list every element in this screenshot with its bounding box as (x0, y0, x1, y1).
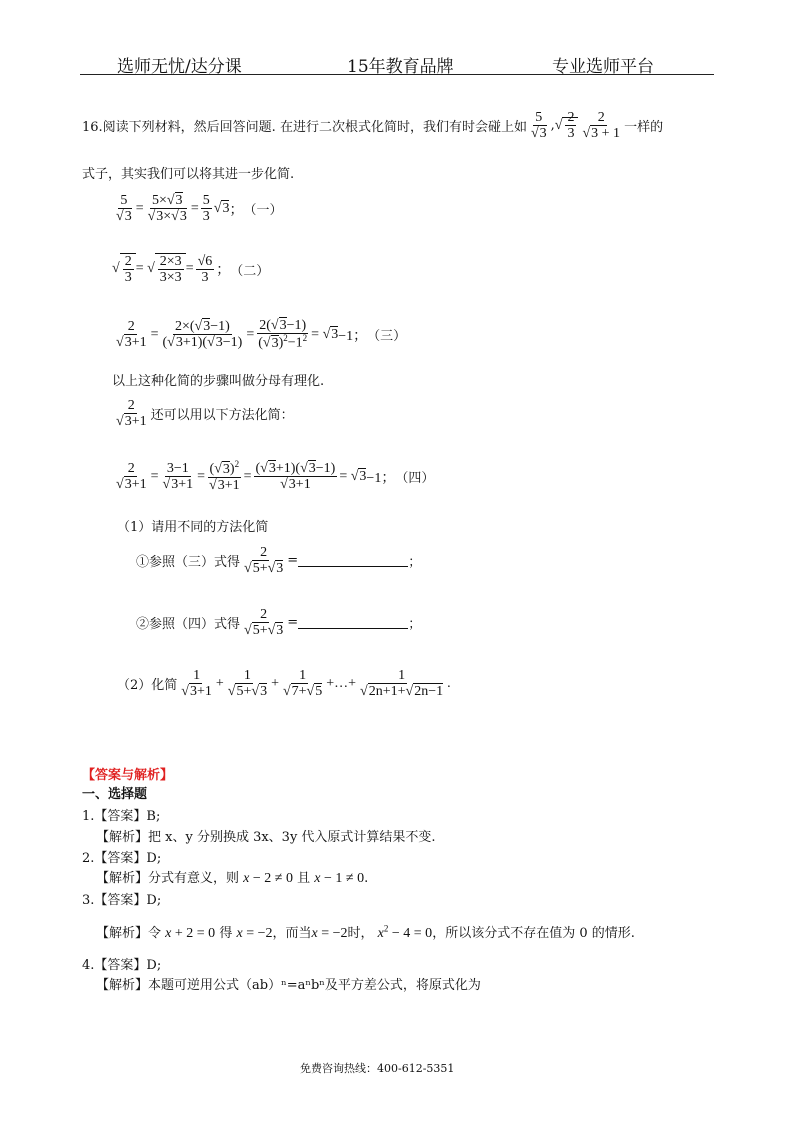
alt-method-line: $\frac{2}{√3+1}$ 还可以用以下方法化简： (116, 398, 294, 430)
header-slogan: 15年教育品牌 (347, 57, 454, 77)
question-one-part-b: ②参照（四）式得 $\frac{2}{√5+√3}$ = ； (136, 607, 422, 639)
answers-section-title: 一、选择题 (82, 787, 148, 802)
q1b-text: ②参照（四）式得 (136, 617, 241, 633)
answer-1-explanation: 【解析】把 x、y 分别换成 3x、3y 代入原式计算结果不变. (96, 830, 436, 845)
intro-formula-1: $\frac{5}{√3}$ (530, 110, 547, 142)
intro-formula-3: $\frac{2}{√3 + 1}$ (582, 110, 621, 142)
header-platform: 专业选师平台 (552, 57, 654, 77)
answer-blank-a[interactable] (298, 554, 408, 567)
question-one: （1）请用不同的方法化简 (117, 520, 269, 535)
intro-text-end: 一样的 (624, 120, 664, 136)
a3-exp-a: 【解析】令 (96, 926, 162, 941)
a3-exp-d: 时， (347, 926, 374, 941)
step-three-equation: $\frac{2}{√3+1}$ = $\frac{2\times(√3-1)}{(√3+1)(√3-1)}$ = $\frac{2(√3-1)}{(√3)^2-1^2}$ = √ 3 −1； （三） (116, 318, 407, 352)
a3-exp-e: ，所以该分式不存在值为 0 的情形. (432, 926, 635, 941)
step-one-label: （一） (243, 202, 283, 218)
answers-heading: 【答案与解析】 (82, 768, 174, 783)
answer-4-explanation: 【解析】本题可逆用公式（ab）ⁿ=aⁿbⁿ及平方差公式，将原式化为 (96, 978, 481, 993)
step-three-label: （三） (367, 328, 407, 344)
header-divider (80, 74, 714, 75)
a2-exp-a: 【解析】分式有意义，则 (96, 871, 240, 886)
q2-text: （2）化简 (117, 678, 178, 694)
answer-blank-b[interactable] (298, 616, 408, 629)
a2-exp-b: 且 (297, 871, 311, 886)
answer-2-explanation: 【解析】分式有意义，则 x − 2 ≠ 0 且 x − 1 ≠ 0. (96, 871, 369, 886)
intro-formula-2: √ $\frac{2}{3}$ (555, 110, 579, 142)
answer-2: 2.【答案】D; (82, 851, 162, 866)
answer-3: 3.【答案】D; (82, 893, 162, 908)
a3-exp-b: 得 (219, 926, 233, 941)
q1a-text: ①参照（三）式得 (136, 555, 241, 571)
answer-4: 4.【答案】D; (82, 958, 162, 973)
step-four-equation: $\frac{2}{√3+1}$ = $\frac{3-1}{√3+1}$ = $\frac{(√3)^2}{√3+1}$ = $\frac{(√3+1)(√3-1)}{√3+1}$ = √ 3 −1； （四） (116, 459, 435, 494)
question-one-part-a: ①参照（三）式得 $\frac{2}{√5+√3}$ = ； (136, 545, 422, 577)
intro-text: 16.阅读下列材料，然后回答问题. 在进行二次根式化简时，我们有时会碰上如 (82, 120, 527, 136)
intro-continuation: 式子，其实我们可以将其进一步化简. (82, 167, 295, 182)
step-four-label: （四） (395, 470, 435, 486)
a3-exp-c: ，而当 (272, 926, 312, 941)
answer-1: 1.【答案】B; (82, 809, 161, 824)
answer-3-explanation: 【解析】令 x + 2 = 0 得 x = −2，而当x = −2时， $x^2 - 4 = 0$，所以该分式不存在值为 0 的情形. (96, 923, 635, 941)
step-one-equation: $\frac{5}{√3}$ = $\frac{5\times√3}{√3\times√3}$ = $\frac{5}{3}$ √ 3 ； （一） (116, 193, 283, 225)
question-two: （2）化简 $\frac{1}{√3+1}$ + $\frac{1}{√5+√3}$ + $\frac{1}{√7+√5}$ +…+ $\frac{1}{√2n+1+√2n-1}$ . (117, 668, 451, 700)
step-two-equation: √ $\frac{2}{3}$ = √ $\frac{2\times 3}{3\times 3}$ = $\frac{√6}{3}$ ； （二） (112, 253, 270, 286)
step-two-label: （二） (230, 262, 270, 278)
header-brand: 选师无忧/达分课 (117, 57, 242, 77)
problem-intro: 16.阅读下列材料，然后回答问题. 在进行二次根式化简时，我们有时会碰上如 $\frac{5}{√3}$ , √ $\frac{2}{3}$ $\frac{2}{√3 + 1}$ 一样的 (82, 110, 664, 142)
footer-hotline: 免费咨询热线：400-612-5351 (300, 1062, 455, 1075)
alt-method-text: 还可以用以下方法化简： (150, 407, 294, 423)
rationalization-note: 以上这种化简的步骤叫做分母有理化. (112, 374, 325, 389)
